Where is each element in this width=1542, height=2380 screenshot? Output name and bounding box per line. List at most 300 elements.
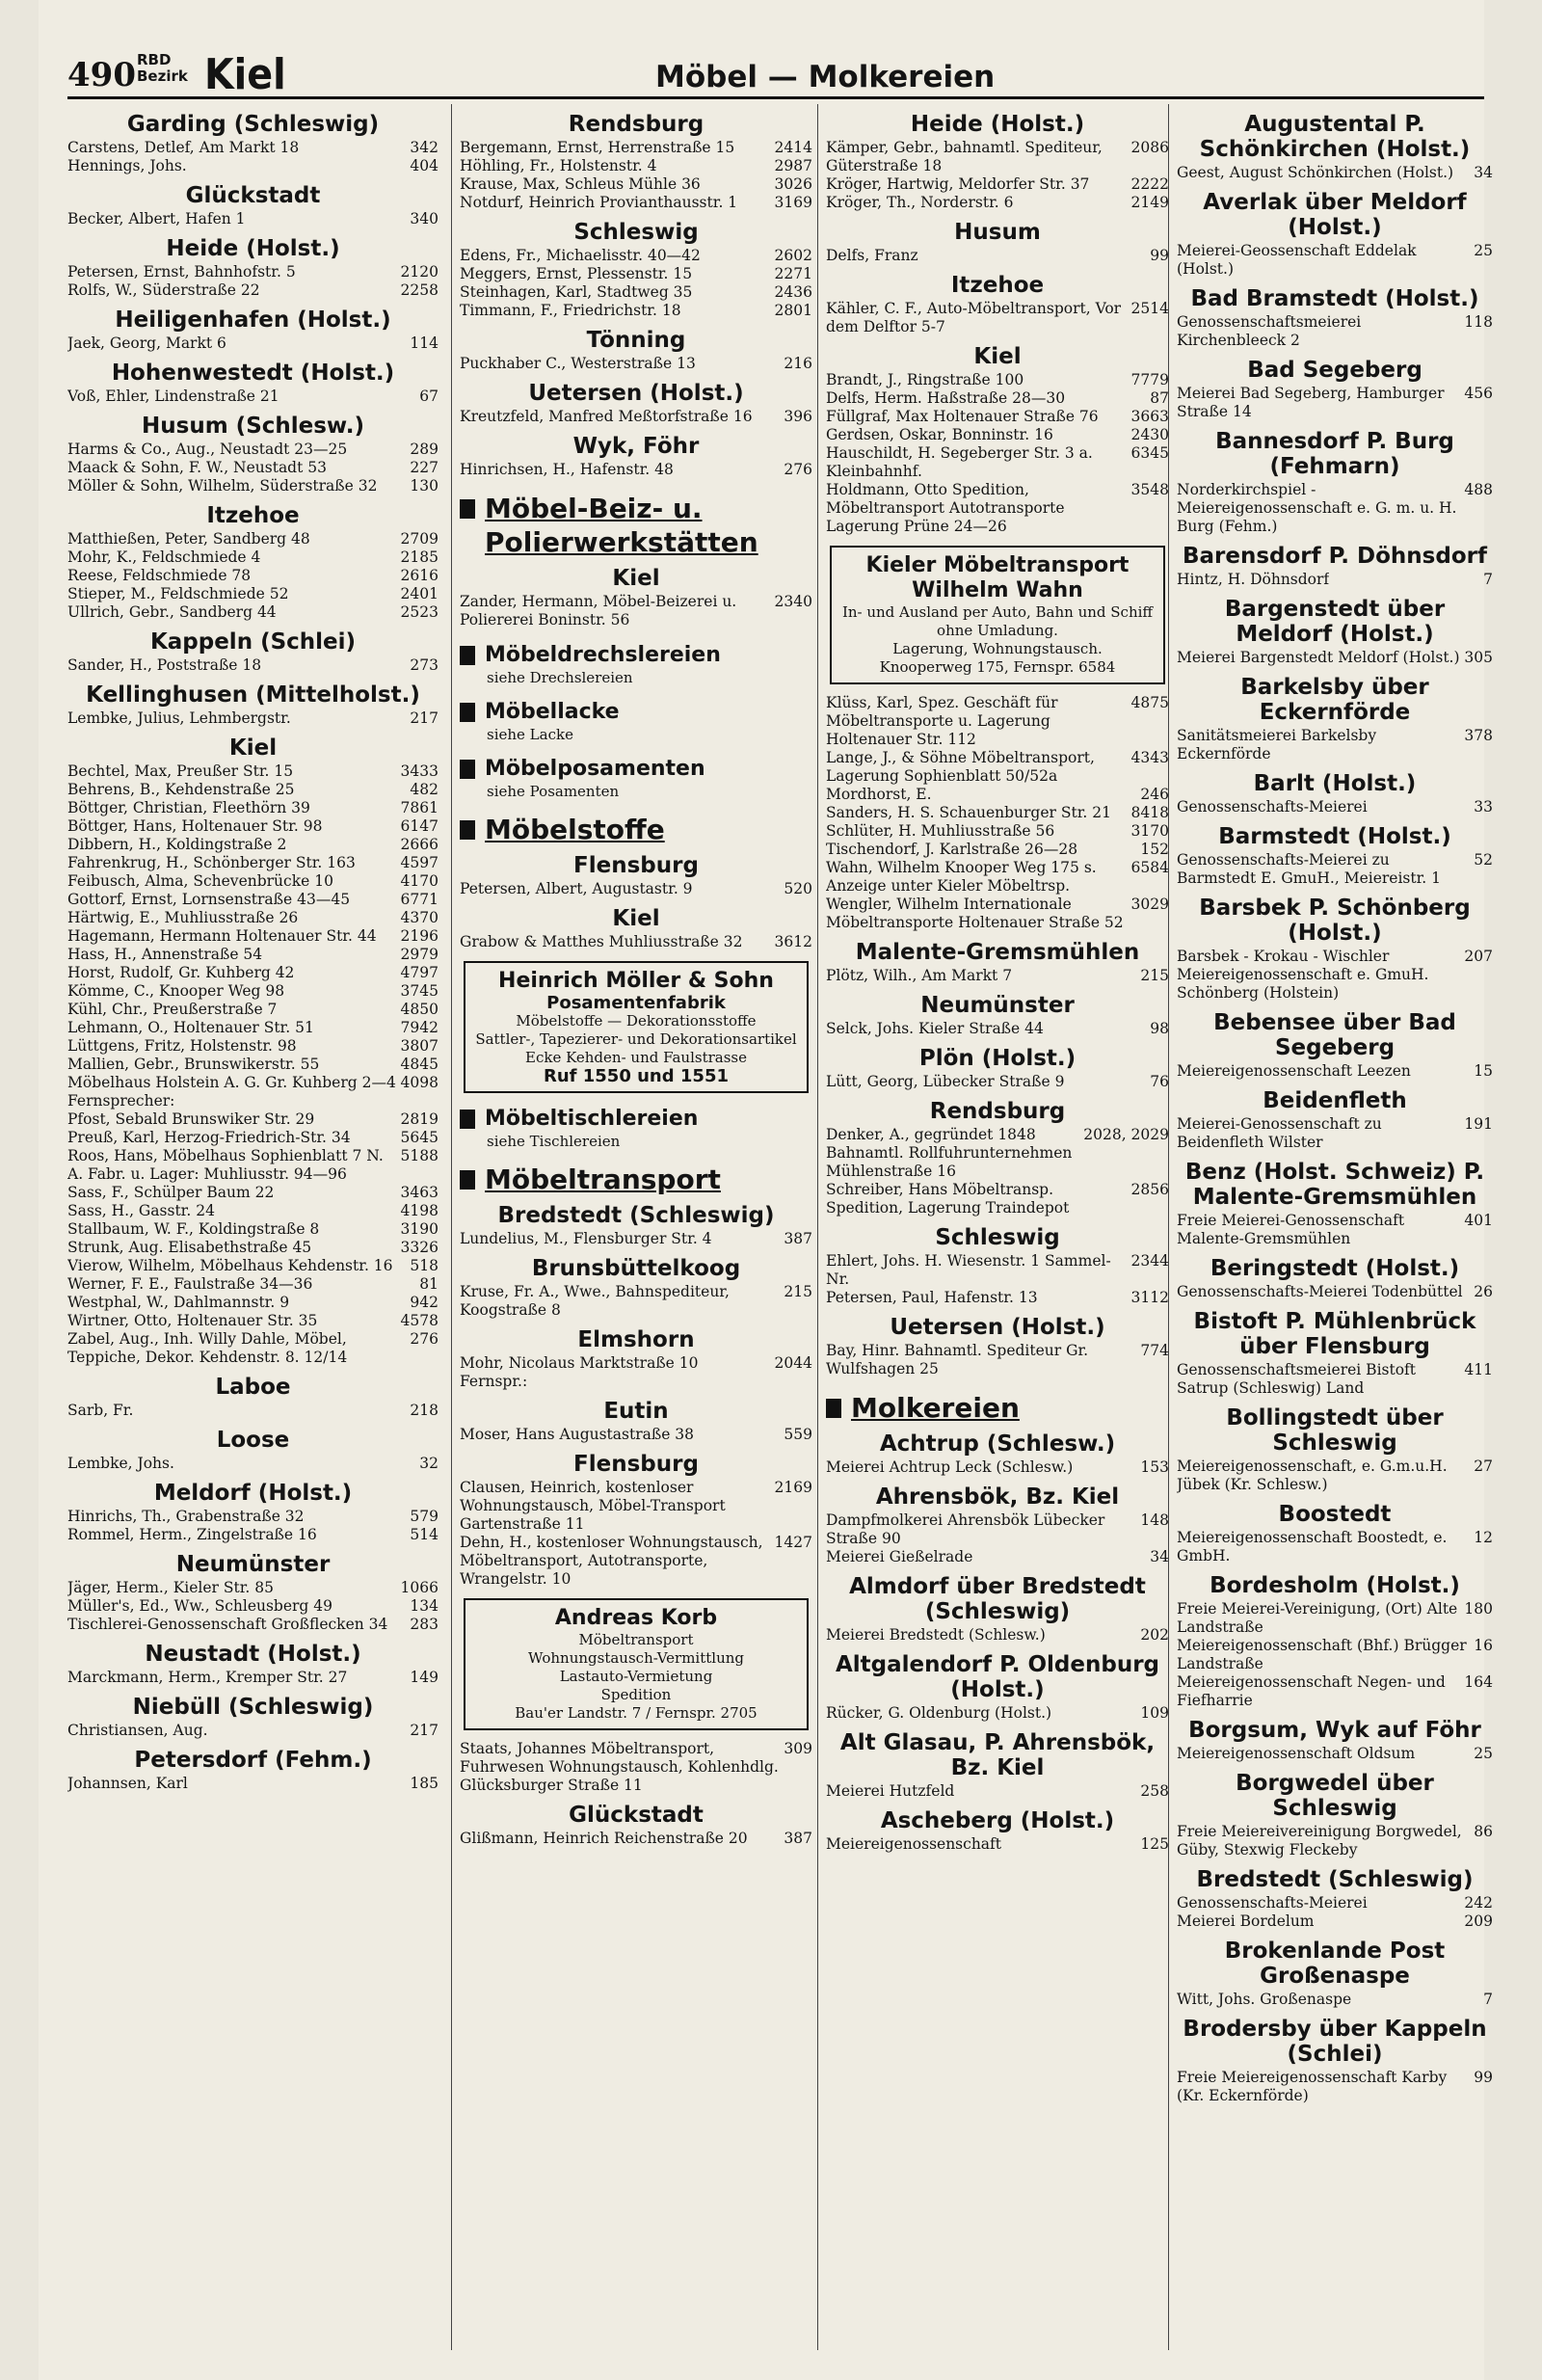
entry-phone: 4845 [400,1056,439,1073]
entry-phone: 215 [784,1283,812,1300]
entry-phone: 4343 [1130,749,1169,766]
place-heading: Kappeln (Schlei) [149,629,357,655]
place-heading: Almdorf über Bredstedt (Schleswig) [849,1574,1146,1624]
entry-phone: 4597 [400,854,439,871]
entry-name: Edens, Fr., Michaelisstr. 40—42 [460,247,701,264]
entry-name: Bay, Hinr. Bahnamtl. Spediteur Gr. Wulfshagen 25 [826,1342,1089,1377]
entry-phone: 404 [410,157,439,174]
place-heading: Barlt (Holst.) [1253,771,1417,796]
entry-phone: 387 [784,1830,812,1847]
entry-name: Geest, August Schönkirchen (Holst.) [1177,164,1454,181]
ad-korb [464,1598,809,1730]
entry-name: Möller & Sohn, Wilhelm, Süderstraße 32 [67,477,378,495]
small-section-heading [460,700,812,724]
list-item [826,804,1169,822]
list-item [67,530,439,548]
ad-moeller [464,961,809,1093]
entry-name: Klüss, Karl, Spez. Geschäft für Möbeltransporte u. Lagerung Holtenauer Str. 112 [826,694,1058,748]
list-item [826,139,1169,175]
place-heading: Flensburg [573,1452,699,1477]
list-item [67,1257,439,1275]
list-item [67,567,439,585]
list-item [67,762,439,781]
list-item [67,1147,439,1184]
list-item [67,1019,439,1037]
entry-phone: 401 [1464,1212,1493,1229]
small-section-heading [460,643,812,667]
col2-bottom-list [460,1740,812,1848]
column-3 [817,104,1169,2350]
entry-phone: 148 [1140,1511,1169,1529]
list-item [67,1669,439,1687]
list-item [826,300,1169,336]
entry-name: Wengler, Wilhelm Internationale Möbeltransporte Holtenauer Straße 52 [826,896,1124,931]
entry-name: Meiereigenossenschaft Negen- und Fiefharrie [1177,1673,1446,1709]
list-item [460,1830,812,1848]
list-item [1177,1529,1493,1565]
list-item [67,709,439,728]
entry-phone: 276 [784,461,812,478]
small-section-title: Möbelposamenten [485,757,705,781]
ad-korb-line5: Bau'er Landstr. 7 / Fernspr. 2705 [515,1704,758,1722]
place-heading: Glückstadt [185,183,321,208]
list-item [826,967,1169,985]
stoffe-list [460,853,812,951]
ad-moeller-line2: Möbelstoffe — Dekorationsstoffe [516,1012,757,1030]
list-item [67,1239,439,1257]
entry-name: Delfs, Herm. Haßstraße 28—30 [826,389,1066,407]
column-1 [67,104,439,2350]
entry-name: Jäger, Herm., Kieler Str. 85 [67,1579,274,1596]
entry-name: Mordhorst, E. [826,786,932,803]
entry-name: Hinrichs, Th., Grabenstraße 32 [67,1508,305,1525]
place-heading: Schleswig [573,220,699,245]
entry-phone: 2523 [400,603,439,621]
entry-name: Meiereigenossenschaft [826,1835,1002,1853]
entry-name: Ehlert, Johs. H. Wiesenstr. 1 Sammel-Nr. [826,1252,1111,1288]
entry-name: Behrens, B., Kehdenstraße 25 [67,781,295,798]
entry-phone: 153 [1140,1458,1169,1476]
small-section-title: Möbellacke [485,700,620,724]
list-item [67,817,439,836]
entry-phone: 2044 [774,1354,812,1372]
place-heading: Kiel [973,344,1022,369]
entry-name: Müller's, Ed., Ww., Schleusberg 49 [67,1597,333,1615]
ad-wahn-line2: Lagerung, Wohnungstausch. [892,640,1103,657]
place-heading: Neustadt (Holst.) [145,1642,361,1667]
entry-name: Matthießen, Peter, Sandberg 48 [67,530,310,548]
place-heading: Bollingstedt über Schleswig [1226,1405,1444,1456]
entry-name: Delfs, Franz [826,247,918,264]
entry-name: Norderkirchspiel - Meiereigenossenschaft e. G. m. u. H. Burg (Fehm.) [1177,481,1457,535]
list-item [67,1037,439,1056]
entry-phone: 215 [1140,967,1169,984]
list-item [67,799,439,817]
entry-phone: 4578 [400,1312,439,1329]
entry-phone: 482 [410,781,439,798]
entry-name: Härtwig, E., Muhliusstraße 26 [67,909,299,926]
entry-name: Meiereigenossenschaft Oldsum [1177,1745,1416,1762]
entry-name: Gottorf, Ernst, Lornsenstraße 43—45 [67,891,351,908]
entry-phone: 6771 [400,891,439,908]
list-item [460,1283,812,1320]
entry-name: Hauschildt, H. Segeberger Str. 3 a. Kleinbahnhf. [826,444,1093,480]
place-heading: Ahrensbök, Bz. Kiel [875,1484,1120,1510]
list-item [67,459,439,477]
entry-phone: 2602 [774,247,812,264]
section-marker-icon [460,760,475,779]
list-item [67,854,439,872]
list-item [67,656,439,675]
list-item [826,841,1169,859]
entry-phone: 3548 [1130,481,1169,498]
list-item [826,389,1169,408]
entry-name: Bergemann, Ernst, Herrenstraße 15 [460,139,735,156]
district-label [137,52,188,85]
entry-name: Maack & Sohn, F. W., Neustadt 53 [67,459,327,476]
list-item [826,694,1169,749]
entry-phone: 227 [410,459,439,476]
list-item [67,1330,439,1367]
list-item [460,302,812,320]
list-item [460,265,812,283]
entry-phone: 3807 [400,1037,439,1055]
list-item [1177,1745,1493,1763]
list-item [67,1526,439,1544]
entry-name: Werner, F. E., Faulstraße 34—36 [67,1275,313,1293]
entry-phone: 3663 [1130,408,1169,425]
list-item [1177,1212,1493,1248]
entry-phone: 3170 [1130,822,1169,840]
list-item [826,1548,1169,1566]
place-heading: Bistoft P. Mühlenbrück über Flensburg [1193,1309,1476,1359]
entry-phone: 2196 [400,927,439,945]
entry-phone: 258 [1140,1782,1169,1800]
place-heading: Heide (Holst.) [166,236,340,261]
list-item [67,548,439,567]
entry-phone: 3112 [1130,1289,1169,1306]
entry-name: Moser, Hans Augustastraße 38 [460,1426,695,1443]
section-tischler-heading [460,1107,812,1131]
list-item [67,781,439,799]
entry-phone: 289 [410,441,439,458]
list-item [826,194,1169,212]
list-item [460,283,812,302]
entry-phone: 3463 [400,1184,439,1201]
section-marker-icon [826,1399,841,1418]
entry-phone: 276 [410,1330,439,1348]
entry-name: Zabel, Aug., Inh. Willy Dahle, Möbel, Teppiche, Dekor. Kehdenstr. 8. 12/14 [67,1330,348,1366]
entry-phone: 411 [1464,1361,1493,1378]
entry-phone: 202 [1140,1626,1169,1644]
section-molkereien-title: Molkereien [851,1392,1020,1424]
entry-phone: 164 [1464,1673,1493,1691]
entry-phone: 2258 [400,281,439,299]
ad-korb-line4: Spedition [600,1686,672,1703]
list-item [1177,727,1493,763]
list-item [67,1508,439,1526]
entry-phone: 3745 [400,982,439,1000]
entry-phone: 109 [1140,1704,1169,1722]
entry-phone: 26 [1474,1283,1493,1300]
entry-name: Steinhagen, Karl, Stadtweg 35 [460,283,693,301]
entry-name: Rolfs, W., Süderstraße 22 [67,281,260,299]
entry-name: Meierei Bargenstedt Meldorf (Holst.) [1177,649,1460,666]
list-item [67,477,439,495]
ad-korb-name: Andreas Korb [554,1606,718,1630]
entry-name: Holdmann, Otto Spedition, Möbeltransport Autotransporte Lagerung Prüne 24—26 [826,481,1065,535]
entry-name: Mohr, Nicolaus Marktstraße 10 Fernspr.: [460,1354,699,1390]
entry-name: Genossenschafts-Meierei [1177,798,1368,816]
entry-name: Feibusch, Alma, Schevenbrücke 10 [67,872,333,890]
entry-phone: 2169 [774,1479,812,1496]
place-heading: Heide (Holst.) [910,112,1085,137]
small-section-ref: siehe Posamenten [487,783,620,800]
entry-phone: 1066 [400,1579,439,1596]
small-section-ref: siehe Drechslereien [487,669,633,686]
section-marker-icon [460,820,475,840]
ad-korb-line1: Möbeltransport [578,1631,694,1648]
place-heading: Benz (Holst. Schweiz) P. Malente-Gremsmühlen [1184,1160,1485,1210]
entry-phone: 2344 [1130,1252,1169,1270]
section-beiz-title1: Möbel-Beiz- u. [485,493,703,524]
entry-name: Gerdsen, Oskar, Bonninstr. 16 [826,426,1053,443]
entry-phone: 3026 [774,175,812,193]
list-item [460,1426,812,1444]
list-item [826,1458,1169,1477]
ad-moeller-line4: Ecke Kehden- und Faulstrasse [525,1049,747,1066]
entry-phone: 2120 [400,263,439,281]
place-heading: Niebüll (Schleswig) [132,1695,374,1720]
entry-phone: 98 [1150,1020,1169,1037]
bezirk-label: Bezirk [137,67,188,85]
entry-name: Puckhaber C., Westerstraße 13 [460,355,696,372]
place-heading: Kiel [612,906,660,931]
entry-name: Freie Meiereivereinigung Borgwedel, Güby, Stexwig Fleckeby [1177,1823,1462,1859]
place-heading: Loose [216,1428,290,1453]
list-item [67,1616,439,1634]
entry-phone: 774 [1140,1342,1169,1359]
entry-name: Grabow & Matthes Muhliusstraße 32 [460,933,743,950]
entry-name: Petersen, Ernst, Bahnhofstr. 5 [67,263,296,281]
entry-name: Strunk, Aug. Elisabethstraße 45 [67,1239,312,1256]
place-heading: Hohenwestedt (Holst.) [111,361,395,386]
place-heading: Eutin [603,1399,669,1424]
entry-phone: 27 [1474,1457,1493,1475]
list-item [460,880,812,898]
place-heading: Altgalendorf P. Oldenburg (Holst.) [835,1652,1160,1702]
entry-phone: 309 [784,1740,812,1757]
header-rule [67,96,1484,99]
list-item [1177,242,1493,279]
list-item [67,909,439,927]
entry-name: Hennings, Johs. [67,157,187,174]
entry-name: Lütt, Georg, Lübecker Straße 9 [826,1073,1065,1090]
entry-phone: 114 [410,334,439,352]
entry-phone: 3326 [400,1239,439,1256]
list-item [460,355,812,373]
entry-name: Dibbern, H., Koldingstraße 2 [67,836,287,853]
entry-name: Timmann, F., Friedrichstr. 18 [460,302,681,319]
entry-phone: 7861 [400,799,439,816]
list-item [67,1722,439,1740]
place-heading: Plön (Holst.) [918,1046,1077,1071]
list-item [67,1110,439,1129]
entry-name: Clausen, Heinrich, kostenloser Wohnungstausch, Möbel-Transport Gartenstraße 11 [460,1479,726,1533]
directory-page [39,0,1493,2380]
list-item [460,933,812,951]
entry-name: Meierei Achtrup Leck (Schlesw.) [826,1458,1074,1476]
list-item [460,1740,812,1795]
entry-name: Schlüter, H. Muhliusstraße 56 [826,822,1055,840]
place-heading: Beringstedt (Holst.) [1210,1256,1460,1281]
entry-phone: 134 [410,1597,439,1615]
entry-phone: 2709 [400,530,439,548]
entry-name: Meierei Hutzfeld [826,1782,955,1800]
entry-phone: 12 [1474,1529,1493,1546]
small-sections [460,643,812,800]
entry-phone: 2222 [1130,175,1169,193]
entry-name: Kröger, Hartwig, Meldorfer Str. 37 [826,175,1090,193]
entry-phone: 52 [1474,851,1493,869]
ad-korb-line2: Wohnungstausch-Vermittlung [527,1649,745,1667]
list-item [1177,798,1493,816]
entry-name: Genossenschaftsmeierei Bistoft Satrup (Schleswig) Land [1177,1361,1417,1397]
section-stoffe-title: Möbelstoffe [485,814,665,845]
place-heading: Itzehoe [950,273,1045,298]
entry-name: Sass, H., Gasstr. 24 [67,1202,215,1219]
entry-phone: 7 [1483,571,1493,588]
entry-name: Freie Meierei-Genossenschaft Malente-Gremsmühlen [1177,1212,1405,1247]
entry-name: Notdurf, Heinrich Provianthausstr. 1 [460,194,738,211]
list-item [67,1001,439,1019]
entry-name: Kreutzfeld, Manfred Meßtorfstraße 16 [460,408,753,425]
section-tischler-title: Möbeltischlereien [485,1107,699,1131]
list-item [1177,164,1493,182]
entry-phone: 32 [419,1455,439,1472]
entry-name: Tischlerei-Genossenschaft Großflecken 34 [67,1616,388,1633]
ad-korb-line3: Lastauto-Vermietung [559,1668,713,1685]
section-beiz-heading-2 [485,526,812,558]
list-item [1177,2069,1493,2105]
place-heading: Husum (Schlesw.) [142,414,364,439]
entry-phone: 67 [419,388,439,405]
entry-phone: 125 [1140,1835,1169,1853]
list-item [67,603,439,622]
entry-phone: 579 [410,1508,439,1525]
section-marker-icon [460,499,475,519]
place-heading: Meldorf (Holst.) [153,1481,353,1506]
entry-name: Meiereigenossenschaft, e. G.m.u.H. Jübek (Kr. Schlesw.) [1177,1457,1448,1493]
list-item [826,1704,1169,1723]
col2-top-list [460,112,812,479]
entry-phone: 4370 [400,909,439,926]
entry-name: Voß, Ehler, Lindenstraße 21 [67,388,279,405]
place-heading: Schleswig [935,1225,1060,1250]
entry-name: Rommel, Herm., Zingelstraße 16 [67,1526,317,1543]
entry-name: Hintz, H. Döhnsdorf [1177,571,1330,588]
list-item [67,585,439,603]
entry-phone: 942 [410,1294,439,1311]
list-item [826,1626,1169,1645]
entry-phone: 5645 [400,1129,439,1146]
entry-name: Sass, F., Schülper Baum 22 [67,1184,275,1201]
list-item [826,1126,1169,1181]
entry-phone: 2979 [400,946,439,963]
entry-name: Kröger, Th., Norderstr. 6 [826,194,1014,211]
entry-phone: 34 [1474,164,1493,181]
entry-name: Reese, Feldschmiede 78 [67,567,252,584]
place-heading: Bredstedt (Schleswig) [497,1203,775,1228]
entry-phone: 6584 [1130,859,1169,876]
list-item [67,1275,439,1294]
rbd-abbrev: RBD [137,51,172,68]
list-item [826,1782,1169,1801]
page-title: Möbel — Molkereien [655,60,996,94]
place-heading: Barensdorf P. Döhnsdorf [1182,544,1487,569]
entry-phone: 4850 [400,1001,439,1018]
list-item [1177,1600,1493,1637]
list-item [1177,1062,1493,1081]
list-item [460,1354,812,1391]
entry-phone: 305 [1464,649,1493,666]
entry-name: Bechtel, Max, Preußer Str. 15 [67,762,294,780]
entry-phone: 378 [1464,727,1493,744]
list-item [67,1597,439,1616]
entry-phone: 488 [1464,481,1493,498]
entry-phone: 456 [1464,385,1493,402]
list-item [67,441,439,459]
entry-phone: 76 [1150,1073,1169,1090]
place-heading: Averlak über Meldorf (Holst.) [1203,190,1467,240]
entry-phone: 218 [410,1402,439,1419]
list-item [460,247,812,265]
entry-name: Johannsen, Karl [67,1775,188,1792]
list-item [826,426,1169,444]
list-item [826,859,1169,896]
entry-name: Westphal, W., Dahlmannstr. 9 [67,1294,290,1311]
entry-name: Kähler, C. F., Auto-Möbeltransport, Vor dem Delftor 5-7 [826,300,1122,335]
list-item [460,157,812,175]
entry-phone: 520 [784,880,812,897]
ad-wahn [830,546,1165,684]
entry-name: Harms & Co., Aug., Neustadt 23—25 [67,441,348,458]
section-beiz-title2: Polierwerkstätten [485,526,758,558]
entry-name: Rücker, G. Oldenburg (Holst.) [826,1704,1052,1722]
ad-moeller-line1: Posamentenfabrik [546,993,726,1013]
entry-phone: 3433 [400,762,439,780]
entry-phone: 2666 [400,836,439,853]
list-item [826,822,1169,841]
section-stoffe-heading [460,814,812,845]
place-heading: Bordesholm (Holst.) [1210,1573,1460,1598]
ad-moeller-phone: Ruf 1550 und 1551 [543,1066,729,1086]
entry-name: Freie Meiereigenossenschaft Karby (Kr. Eckernförde) [1177,2069,1448,2104]
entry-name: Meierei-Genossenschaft zu Beidenfleth Wilster [1177,1115,1382,1151]
list-item [1177,1283,1493,1301]
list-item [67,1074,439,1110]
entry-phone: 2856 [1130,1181,1169,1198]
entry-phone: 4098 [400,1074,439,1091]
place-heading: Bredstedt (Schleswig) [1196,1867,1474,1892]
ad-wahn-name2: Wilhelm Wahn [912,578,1083,602]
entry-name: Füllgraf, Max Holtenauer Straße 76 [826,408,1099,425]
place-heading: Augustental P. Schönkirchen (Holst.) [1199,112,1471,162]
list-item [67,157,439,175]
entry-name: Tischendorf, J. Karlstraße 26—28 [826,841,1078,858]
entry-phone: 34 [1150,1548,1169,1565]
place-heading: Bad Bramstedt (Holst.) [1190,286,1479,311]
